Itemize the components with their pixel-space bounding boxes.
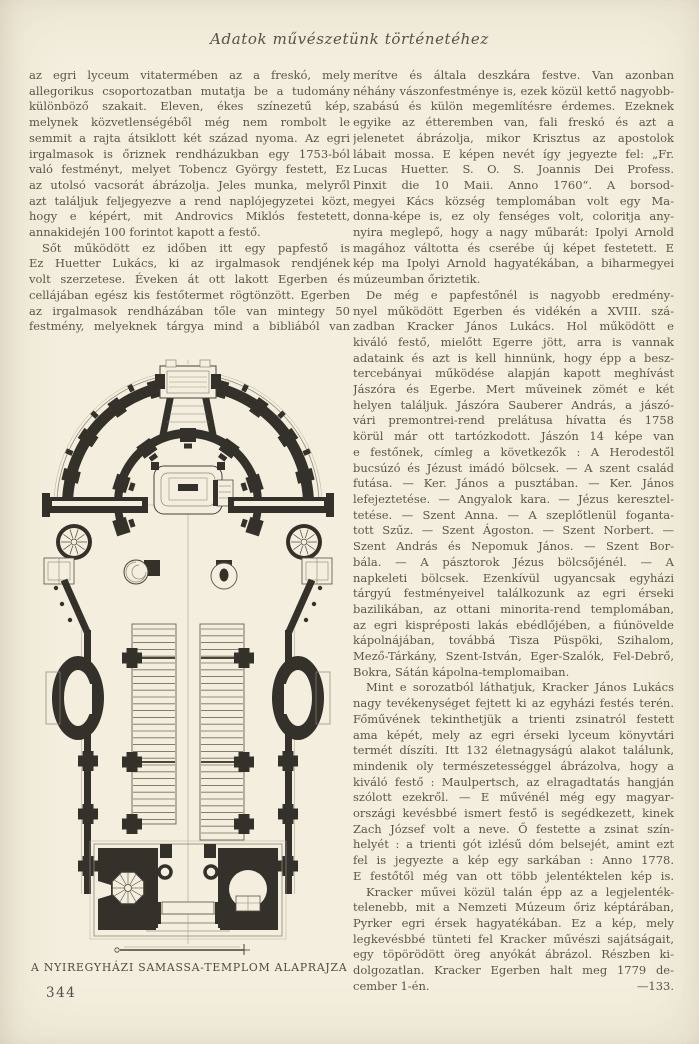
text-line: Bokra, Sátán kápolna-templomaiban. [353, 664, 570, 679]
paragraph [353, 680, 674, 884]
text-line: futása. — Ker. János a pusztában. — Ker. János [353, 476, 674, 491]
text-line: bála. — A pásztorok Jézus bölcsőjénél. — A [353, 554, 674, 569]
text-line: adataink és azt is kell hinnünk, hogy épp a besz- [353, 350, 674, 365]
text-line: e festőnek, címleg a következők : A Herodestől [353, 444, 674, 459]
text-line: cember 1-én. —133. [353, 978, 674, 993]
text-line: Zach József volt a neve. Ő festette a zsinat szín- [353, 821, 674, 836]
text-line: De még e papfestőnél is nagyobb eredmény- [366, 287, 674, 302]
text-line: annakidején 100 forintot kapott a festő. [29, 225, 261, 240]
text-line: szólott ezekről. — E művénél még egy magyar- [353, 790, 674, 805]
text-line: jelenetet ábrázolja, mikor Krisztus az apostolok [353, 130, 674, 145]
text-line: Főművének tekinthetjük a trienti zsinatról festett [353, 711, 674, 726]
text-line: festmény, melyeknek tárgya mind a bibliából van [29, 319, 350, 334]
text-line: semmit a rajta átsiklott két század nyoma. Az egri [29, 130, 350, 145]
text-line: Kracker művei közül talán épp az a legjelenték- [366, 884, 674, 899]
text-line: egyike az étteremben van, fali freskó és azt a [353, 115, 674, 130]
text-line: helyen találjuk. Jászóra Sauberer András, a jászó- [353, 397, 674, 412]
text-line: tárgyú festményeivel találkozunk az egri érseki [353, 586, 674, 601]
text-line: Ez Huetter Lukács, ki az irgalmasok rendjének [29, 256, 350, 271]
text-line: donna-képe is, ez oly fenséges volt, coloritja any- [353, 209, 674, 224]
text-column-left [29, 68, 350, 335]
text-line: az egri kispréposti lakás ebédlőjében, a fiúnövelde [353, 617, 674, 632]
text-line: volt szerzetese. Éveken át ott lakott Egerben és [29, 272, 350, 287]
text-line: körül már ott tartózkodott. Jászón 14 képe van [353, 429, 674, 444]
text-line: Mező-Tárkány, Szent-István, Eger-Szalók, Fel-Debrő, [353, 649, 674, 664]
text-line: azt találjuk feljegyezve a rend naplójegyzetei közt, [29, 193, 350, 208]
text-line: Lucas Huetter. S. O. S. Joannis Dei Profess. [353, 162, 674, 177]
text-line: merítve és általa deszkára festve. Van azonban [353, 68, 674, 82]
text-line: E festőtől még van ott több jelentéktelen kép is. [353, 868, 674, 883]
text-line: Pyrker egri érsek hagyatékában. Ez a kép, mely [353, 915, 674, 930]
text-line: zadban Kracker János Lukács. Hol működött e [353, 319, 674, 334]
text-line: Sőt működött ez időben itt egy papfestő is [42, 240, 350, 255]
text-line: megyei Kács község templomában volt egy Ma- [353, 193, 674, 208]
text-line: vári premontrei-rend prelátusa hívatta és 1758 [353, 413, 674, 428]
text-line: tercebányai működése alapján kapott meghívást [353, 366, 674, 381]
text-line: nagy tevékenységet fejtett ki az egyházi festés terén. [353, 696, 674, 711]
text-line: az egri lyceum vitatermében az a freskó, mely [29, 68, 350, 82]
text-line: kápolnájában, továbbá Tisza Püspöki, Szihalom, [353, 633, 674, 648]
paragraph [29, 241, 350, 335]
text-line: dolgozatlan. Kracker Egerben halt meg 1779 de- [353, 963, 674, 978]
text-line: nyel működött Egerben és vidékén a XVIII. szá- [353, 303, 674, 318]
text-line: helyét : a trienti gót izlésű dóm belsejét, amint ezt [353, 837, 674, 852]
text-line: fel is jegyezte a kép egy sarkában : Anno 1778. [353, 853, 674, 868]
text-line: legkevésbbé tünteti fel Kracker művészi sajátságait, [353, 931, 674, 946]
text-column-right [353, 68, 674, 994]
text-line: melynek közvetlenségéből még nem rombolt le [29, 115, 350, 130]
text-line: Jászóra és Egerbe. Mert műveinek zömét e két [353, 382, 674, 397]
text-line: hogy e képért, mit Androvics Miklós festetett, [29, 209, 350, 224]
text-line: Pinxit die 10 Maii. Anno 1760“. A borsod- [353, 177, 674, 192]
text-line: napkeleti bölcsek. Ezenkívül ugyancsak egyházi [353, 570, 674, 585]
text-line: való festményt, melyet Tobencz György festett, Ez [29, 162, 350, 177]
paragraph [353, 68, 674, 288]
text-line: lefejeztetése. — Angyalok kara. — Jézus keresztel- [353, 491, 674, 506]
page-number: 344 [46, 985, 77, 1001]
paragraph [353, 885, 674, 995]
text-line: az utolsó vacsorát ábrázolja. Jeles munka, melyről [29, 177, 350, 192]
text-line: cellájában egész kis festőtermet rögtönzött. Egerben [29, 287, 350, 302]
church-floor-plan [20, 336, 355, 960]
text-line: az irgalmasok rendházában tőle van mintegy 50 [29, 303, 350, 318]
text-line: magához váltotta és cserébe új képet festetett. E [353, 240, 674, 255]
text-line: különböző szakait. Eleven, ékes színezetű kép, [29, 99, 350, 114]
text-line: tott Szűz. — Szent Ágoston. — Szent Norbert. — [353, 523, 674, 538]
text-line: kiváló festő : Maulpertsch, az elragadtatás hangján [353, 774, 674, 789]
text-line: irgalmasok is őriznek rendházukban egy 1753-ból [29, 146, 350, 161]
text-line: lábait mossa. E képen nevét így jegyezte fel: „Fr. [353, 146, 674, 161]
text-line: Szent András és Nepomuk János. — Szent Bor- [353, 539, 674, 554]
text-line: tetése. — Szent Anna. — A szeplőtlenül foganta- [353, 507, 674, 522]
text-line: nyira meglepő, hogy a nagy műbarát: Ipolyi Arnold [353, 225, 674, 240]
paragraph [29, 68, 350, 241]
text-line: termét díszíti. Itt 132 életnagyságú alakot találunk, [353, 743, 674, 758]
text-line: kiváló festő, mielőtt Egerre jött, arra is vannak [353, 334, 674, 349]
text-line: bucsúzó és Jézust imádó bölcsek. — A szent család [353, 460, 674, 475]
text-line: telenebb, mit a Nemzeti Múzeum őriz képtárában, [353, 900, 674, 915]
text-line: kép ma Ipolyi Arnold hagyatékában, a biharmegyei [353, 256, 674, 271]
figure-caption: A NYIREGYHÁZI SAMASSA-TEMPLOM ALAPRAJZA [31, 961, 348, 974]
text-line: néhány vászonfestménye is, ezek közül kettő nagyobb- [353, 83, 674, 98]
text-line: mindenik oly természetességgel ábrázolva, hogy a [353, 758, 674, 773]
text-line: allegorikus csoportozatban mutatja be a tudomány [29, 83, 350, 98]
text-line: egy töpörödött öreg anyókát ábrázol. Részben ki- [353, 947, 674, 962]
text-line: ama képét, mely az egri érseki lyceum könyvtári [353, 727, 674, 742]
text-line: bazilikában, az ottani minorita-rend templomában, [353, 601, 674, 616]
text-line: országi kevésbbé ismert festő is segédkezett, kinek [353, 806, 674, 821]
text-line: múzeumban őriztetik. [353, 272, 481, 287]
paragraph [353, 288, 674, 681]
text-line: szabású és külön megemlítésre érdemes. Ezeknek [353, 99, 674, 114]
running-head: Adatok művészetünk történetéhez [210, 30, 489, 48]
text-line: Mint e sorozatból láthatjuk, Kracker János Lukács [366, 680, 674, 695]
